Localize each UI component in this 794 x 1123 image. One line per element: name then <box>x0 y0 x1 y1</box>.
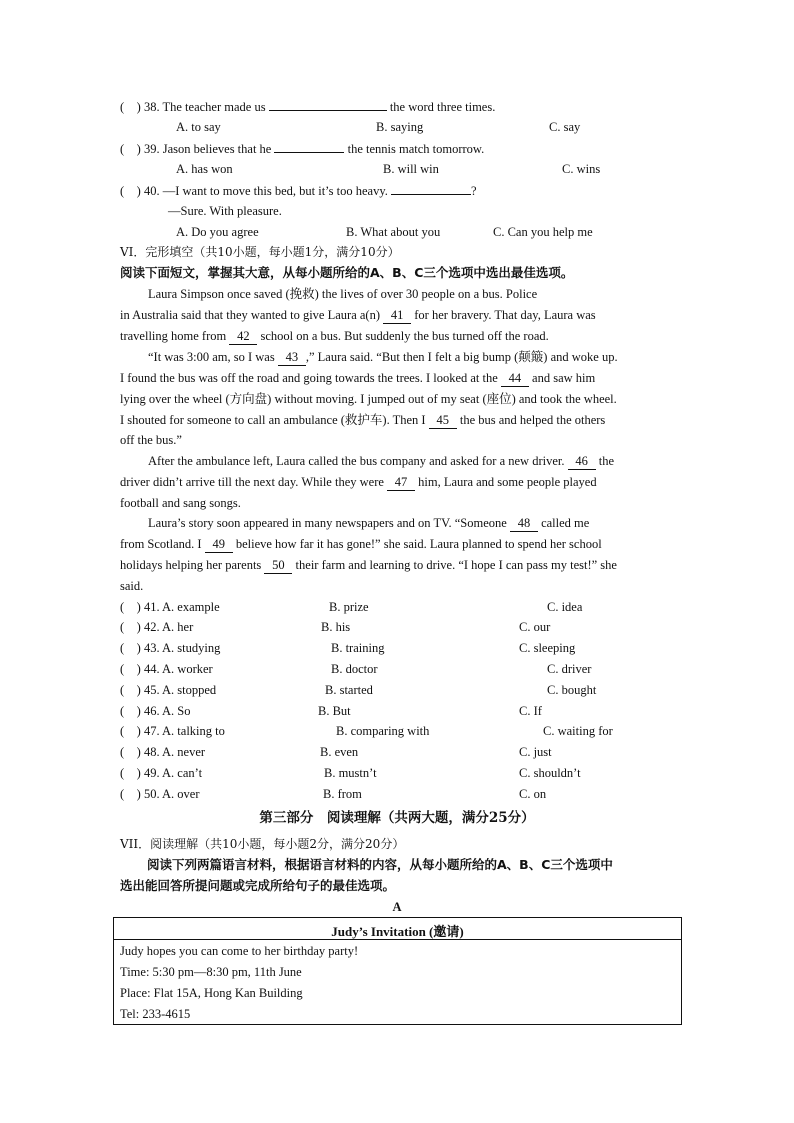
option-row: ( ) 48. A. never <box>120 745 206 759</box>
blank-41[interactable]: 41 <box>383 307 411 324</box>
divider <box>114 939 681 940</box>
section-instruction: 阅读下列两篇语言材料，根据语言材料的内容，从每小题所给的A、B、C三个选项中 <box>147 857 613 872</box>
option-b[interactable]: B. from <box>323 787 362 801</box>
option-c[interactable]: C. bought <box>547 683 597 697</box>
passage-line: After the ambulance left, Laura called the bus company and asked for a new driver. 46 the <box>148 454 615 468</box>
passage-line: said. <box>120 579 144 593</box>
answer-bracket[interactable]: ( ) <box>120 662 141 676</box>
dialogue-reply: —Sure. With pleasure. <box>168 204 282 218</box>
passage-line: “It was 3:00 am, so I was 43 ,” Laura said. “But then I felt a big bump (颠簸) and woke up. <box>148 350 618 364</box>
answer-blank[interactable] <box>269 98 387 111</box>
answer-bracket[interactable]: ( ) <box>120 100 141 114</box>
blank-44[interactable]: 44 <box>501 370 529 387</box>
answer-bracket[interactable]: ( ) <box>120 766 141 780</box>
answer-bracket[interactable]: ( ) <box>120 142 141 156</box>
option-c[interactable]: C. wins <box>562 162 601 176</box>
option-row: ( ) 41. A. example <box>120 600 220 614</box>
passage-line: travelling home from 42 school on a bus. But suddenly the bus turned off the road. <box>120 329 549 343</box>
invitation-title: Judy’s Invitation (邀请) <box>331 924 464 939</box>
blank-49[interactable]: 49 <box>205 536 233 553</box>
passage-label: A <box>392 900 402 914</box>
option-b[interactable]: B. saying <box>376 120 424 134</box>
invitation-time: Time: 5:30 pm—8:30 pm, 11th June <box>120 965 302 979</box>
invitation-place: Place: Flat 15A, Hong Kan Building <box>120 986 303 1000</box>
blank-45[interactable]: 45 <box>429 412 457 429</box>
option-a[interactable]: A. worker <box>162 662 213 676</box>
option-a[interactable]: A. studying <box>162 641 221 655</box>
option-c[interactable]: C. say <box>549 120 581 134</box>
option-row: ( ) 47. A. talking to <box>120 724 225 738</box>
passage-line: lying over the wheel (方向盘) without moving. I jumped out of my seat (座位) and took the wheel. <box>120 392 617 406</box>
section-instruction: 阅读下面短文，掌握其大意，从每小题所给的A、B、C三个选项中选出最佳选项。 <box>120 265 574 280</box>
answer-bracket[interactable]: ( ) <box>120 184 141 198</box>
option-row: ( ) 49. A. can’t <box>120 766 203 780</box>
answer-bracket[interactable]: ( ) <box>120 745 141 759</box>
option-b[interactable]: B. But <box>318 704 351 718</box>
invitation-line: Judy hopes you can come to her birthday party! <box>120 944 359 958</box>
question-40: ( ) 40. —I want to move this bed, but it’s too heavy. ? <box>120 184 477 198</box>
blank-46[interactable]: 46 <box>568 453 596 470</box>
section-heading: VII．阅读理解（共10小题，每小题2分，满分20分） <box>120 837 405 851</box>
option-b[interactable]: B. will win <box>383 162 439 176</box>
option-a[interactable]: A. talking to <box>162 724 225 738</box>
option-b[interactable]: B. his <box>321 620 351 634</box>
answer-bracket[interactable]: ( ) <box>120 641 141 655</box>
option-c[interactable]: C. sleeping <box>519 641 576 655</box>
option-a[interactable]: A. stopped <box>162 683 217 697</box>
blank-47[interactable]: 47 <box>387 474 415 491</box>
option-c[interactable]: C. If <box>519 704 542 718</box>
answer-bracket[interactable]: ( ) <box>120 787 141 801</box>
option-c[interactable]: C. Can you help me <box>493 225 593 239</box>
blank-48[interactable]: 48 <box>510 515 538 532</box>
option-b[interactable]: B. prize <box>329 600 369 614</box>
option-a[interactable]: A. to say <box>176 120 221 134</box>
option-c[interactable]: C. driver <box>547 662 592 676</box>
option-row: ( ) 44. A. worker <box>120 662 213 676</box>
option-b[interactable]: B. mustn’t <box>324 766 377 780</box>
question-38: ( ) 38. The teacher made us the word three times. <box>120 100 496 114</box>
section-heading: VI．完形填空（共10小题，每小题1分，满分10分） <box>120 245 400 259</box>
passage-line: I found the bus was off the road and going towards the trees. I looked at the 44 and saw him <box>120 371 596 385</box>
option-c[interactable]: C. waiting for <box>543 724 613 738</box>
option-b[interactable]: B. even <box>320 745 359 759</box>
option-a[interactable]: A. example <box>162 600 220 614</box>
passage-line: driver didn’t arrive till the next day. While they were 47 him, Laura and some people played <box>120 475 597 489</box>
part-title: 第三部分 阅读理解（共两大题，满分25分） <box>259 810 535 826</box>
option-c[interactable]: C. idea <box>547 600 583 614</box>
passage-line: holidays helping her parents 50 their farm and learning to drive. “I hope I can pass my test!” she <box>120 558 617 572</box>
option-a[interactable]: A. can’t <box>162 766 203 780</box>
option-b[interactable]: B. started <box>325 683 373 697</box>
option-a[interactable]: A. Do you agree <box>176 225 259 239</box>
option-c[interactable]: C. shouldn’t <box>519 766 581 780</box>
option-c[interactable]: C. on <box>519 787 547 801</box>
option-row: ( ) 50. A. over <box>120 787 200 801</box>
passage-line: I shouted for someone to call an ambulance (救护车). Then I 45 the bus and helped the others <box>120 413 606 427</box>
answer-blank[interactable] <box>274 140 344 153</box>
answer-bracket[interactable]: ( ) <box>120 683 141 697</box>
section-instruction: 选出能回答所提问题或完成所给句子的最佳选项。 <box>120 878 396 893</box>
passage-line: off the bus.” <box>120 433 182 447</box>
option-c[interactable]: C. our <box>519 620 551 634</box>
question-39: ( ) 39. Jason believes that he the tennis match tomorrow. <box>120 142 485 156</box>
answer-bracket[interactable]: ( ) <box>120 704 141 718</box>
option-b[interactable]: B. doctor <box>331 662 378 676</box>
blank-43[interactable]: 43 <box>278 349 306 366</box>
passage-line: football and sang songs. <box>120 496 241 510</box>
option-a[interactable]: A. has won <box>176 162 233 176</box>
invitation-tel: Tel: 233-4615 <box>120 1007 191 1021</box>
option-row: ( ) 45. A. stopped <box>120 683 217 697</box>
passage-line: in Australia said that they wanted to give Laura a(n) 41 for her bravery. That day, Laura was <box>120 308 596 322</box>
blank-50[interactable]: 50 <box>264 557 292 574</box>
option-a[interactable]: A. never <box>162 745 206 759</box>
answer-bracket[interactable]: ( ) <box>120 724 141 738</box>
option-b[interactable]: B. comparing with <box>336 724 430 738</box>
answer-blank[interactable] <box>391 182 471 195</box>
option-b[interactable]: B. training <box>331 641 385 655</box>
answer-bracket[interactable]: ( ) <box>120 600 141 614</box>
passage-line: from Scotland. I 49 believe how far it has gone!” she said. Laura planned to spend her school <box>120 537 602 551</box>
option-row: ( ) 43. A. studying <box>120 641 221 655</box>
answer-bracket[interactable]: ( ) <box>120 620 141 634</box>
option-row: ( ) 42. A. her <box>120 620 194 634</box>
option-c[interactable]: C. just <box>519 745 552 759</box>
passage-line: Laura Simpson once saved (挽救) the lives of over 30 people on a bus. Police <box>148 287 538 301</box>
passage-line: Laura’s story soon appeared in many newspapers and on TV. “Someone 48 called me <box>148 516 590 530</box>
option-a[interactable]: A. her <box>162 620 194 634</box>
option-a[interactable]: A. So <box>162 704 191 718</box>
invitation-card <box>113 917 682 1025</box>
option-b[interactable]: B. What about you <box>346 225 441 239</box>
option-a[interactable]: A. over <box>162 787 200 801</box>
blank-42[interactable]: 42 <box>229 328 257 345</box>
option-row: ( ) 46. A. So <box>120 704 191 718</box>
